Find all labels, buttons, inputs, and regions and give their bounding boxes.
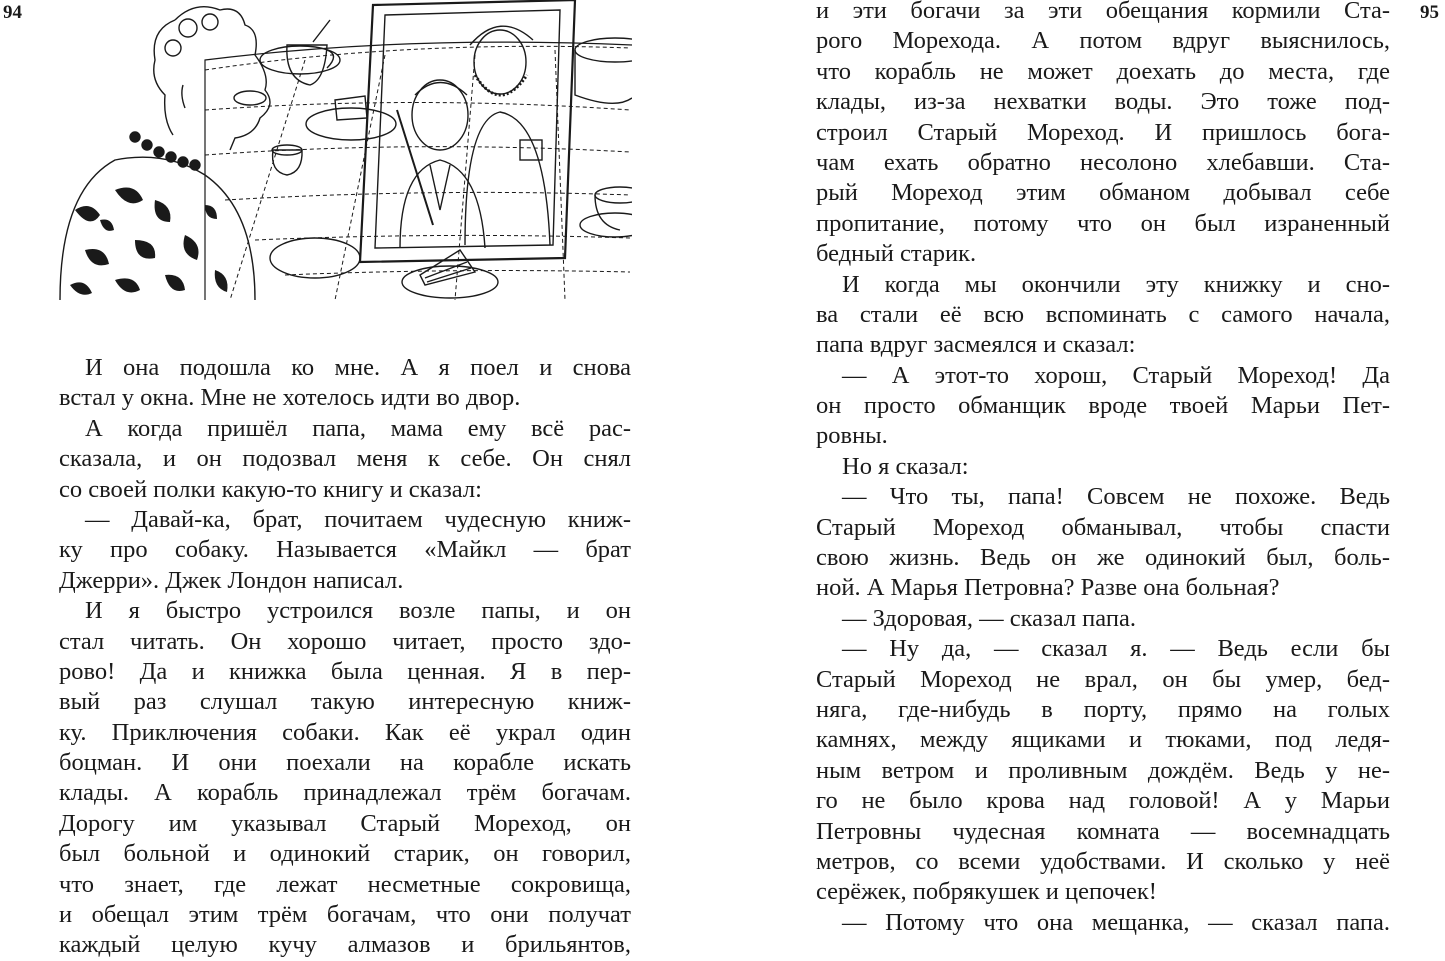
- text-line: был больной и одинокий старик, он говорил,: [59, 840, 631, 868]
- ashtray-icon: [234, 91, 266, 105]
- text-line: серёжек, побрякушек и цепочек!: [816, 878, 1157, 906]
- text-line: — Давай-ка, брат, почитаем чудесную книж-: [85, 505, 631, 533]
- text-line: Старый Мореход обманывал, чтобы спасти: [816, 513, 1390, 541]
- small-cup-icon: [272, 145, 302, 175]
- text-line: Дорогу им указывал Старый Мореход, он: [59, 809, 631, 837]
- text-line: Джерри». Джек Лондон написал.: [59, 566, 404, 594]
- left-page-text: [59, 353, 631, 961]
- text-line: стал читать. Он хорошо читает, просто здо-: [59, 627, 631, 655]
- text-line: И я быстро устроился возле папы, и он: [85, 597, 631, 625]
- text-line: рый Мореход этим обманом добывал себе: [816, 179, 1390, 207]
- text-line: строил Старый Мореход. И пришлось бога-: [816, 118, 1390, 146]
- text-line: встал у окна. Мне не хотелось идти во двор.: [59, 384, 521, 412]
- page-number-right: 95: [1420, 2, 1439, 23]
- woman-figure-icon: [60, 7, 270, 300]
- text-line: сказала, и он подозвал меня к себе. Он снял: [59, 445, 631, 473]
- text-line: бедный старик.: [816, 240, 977, 268]
- text-line: папа вдруг засмеялся и сказал:: [816, 331, 1136, 359]
- text-line: и обещал этим трём богачам, что они получат: [59, 901, 631, 929]
- text-line: чам ехать обратно несолоно хлебавши. Ста-: [816, 148, 1390, 176]
- text-line: клады, из-за нехватки воды. Это тоже под-: [816, 88, 1390, 116]
- text-line: Петровны чудесная комната — восемнадцать: [816, 817, 1390, 845]
- text-line: боцман. И они поехали на корабле искать: [59, 749, 631, 777]
- text-line: рово! Да и книжка была ценная. Я в пер-: [59, 657, 631, 685]
- text-line: Но я сказал:: [842, 452, 969, 480]
- text-line: пропитание, потому что он был израненный: [816, 209, 1390, 237]
- text-line: метров, со всеми удобствами. И сколько у неё: [816, 847, 1390, 875]
- text-line: няга, где-нибудь в порту, прямо на голых: [816, 695, 1390, 723]
- text-line: каждый целую кучу алмазов и брильянтов,: [59, 931, 631, 959]
- illustration-tea-table: [55, 0, 632, 300]
- text-line: он просто обманщик вроде твоей Марьи Пет-: [816, 392, 1390, 420]
- text-line: А когда пришёл папа, мама ему всё рас-: [85, 414, 631, 442]
- text-line: что корабль не может доехать до места, где: [816, 57, 1390, 85]
- text-line: — Здоровая, — сказал папа.: [842, 604, 1136, 632]
- text-line: — А этот-то хорош, Старый Мореход! Да: [842, 361, 1390, 389]
- text-line: ной. А Марья Петровна? Разве она больная?: [816, 574, 1280, 602]
- text-line: ным ветром и проливным дождём. Ведь у не-: [816, 756, 1390, 784]
- text-line: И когда мы окончили эту книжку и сно-: [842, 270, 1390, 298]
- text-line: ку. Приключения собаки. Как её украл один: [59, 718, 631, 746]
- cake-slice-icon: [402, 250, 498, 298]
- text-line: И она подошла ко мне. А я поел и снова: [85, 354, 631, 381]
- text-line: — Ну да, — сказал я. — Ведь если бы: [842, 635, 1390, 663]
- text-line: клады. А корабль принадлежал трём богачам.: [59, 779, 631, 807]
- text-line: камнях, между ящиками и тюками, под ледя-: [816, 726, 1390, 754]
- text-line: свою жизнь. Ведь он же одинокий был, боль-: [816, 544, 1390, 572]
- text-line: рого Морехода. А потом вдруг выяснилось,: [816, 27, 1390, 55]
- text-line: Старый Мореход не врал, он бы умер, бед-: [816, 665, 1390, 693]
- text-line: — Потому что она мещанка, — сказал папа.: [842, 908, 1390, 936]
- page-number-left: 94: [3, 2, 22, 23]
- text-line: ку про собаку. Называется «Майкл — брат: [59, 536, 631, 564]
- cake-stack-icon: [575, 38, 632, 103]
- plate-right-icon: [270, 238, 360, 278]
- text-line: го не было крова над головой! А у Марьи: [816, 787, 1390, 815]
- text-line: и эти богачи за эти обещания кормили Ста-: [816, 0, 1390, 24]
- text-line: что знает, где лежат несметные сокровища,: [59, 870, 631, 898]
- text-line: ва стали её всю вспоминать с самого начала,: [816, 300, 1390, 328]
- text-line: вый раз слушал такую интересную книж-: [59, 688, 631, 716]
- text-line: со своей полки какую-то книгу и сказал:: [59, 475, 482, 503]
- text-line: ровны.: [816, 422, 888, 450]
- text-line: — Что ты, папа! Совсем не похоже. Ведь: [842, 483, 1390, 511]
- right-page-text: [816, 0, 1390, 938]
